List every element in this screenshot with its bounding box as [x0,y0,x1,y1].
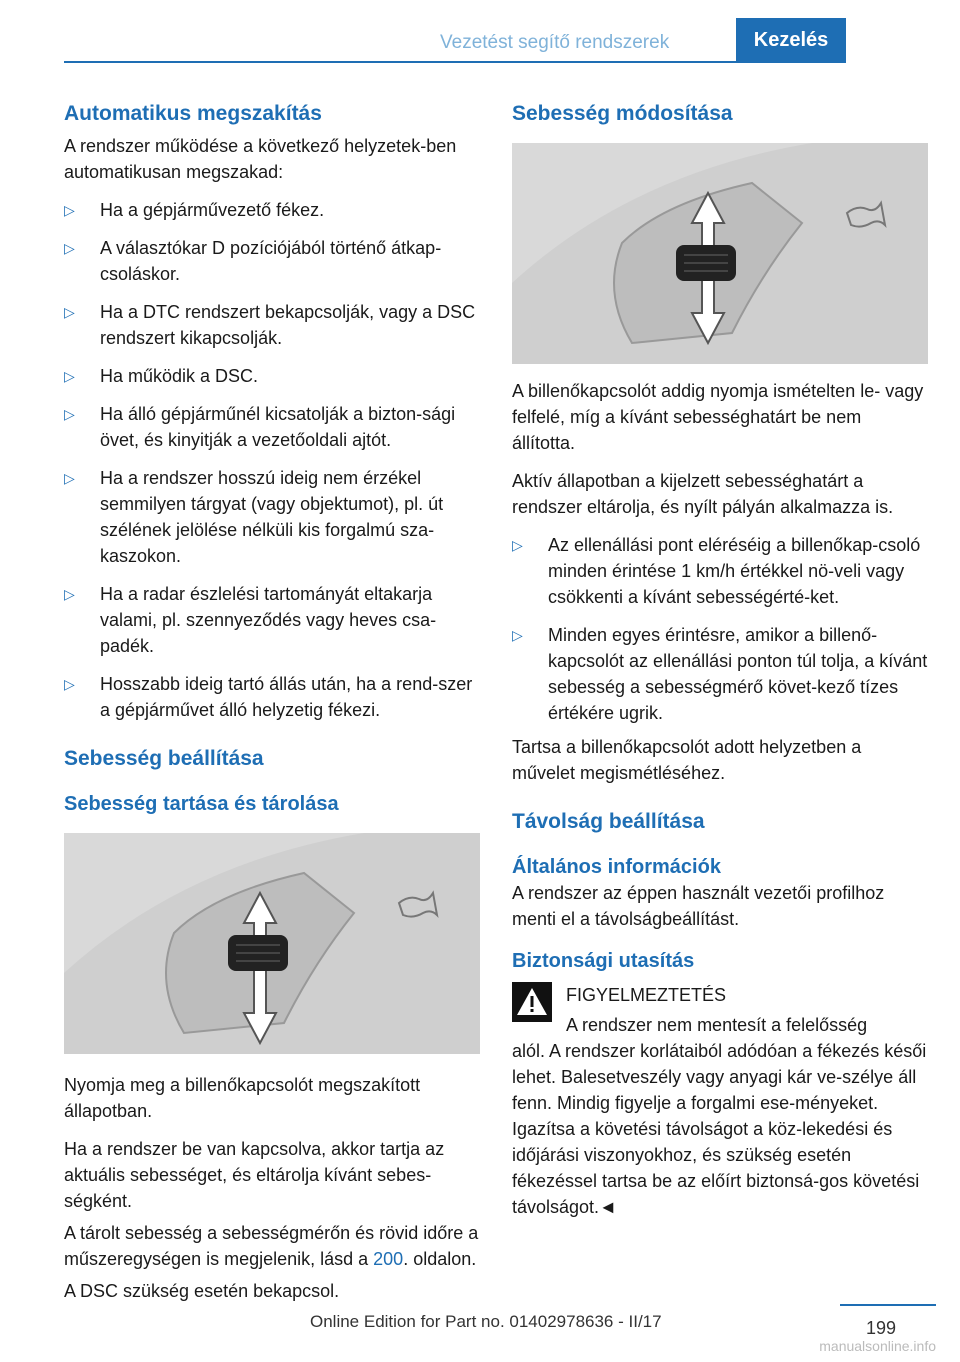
triangle-bullet-icon: ▷ [512,537,523,554]
steering-wheel-rocker-image-2 [512,143,928,364]
warning-box [512,982,928,1038]
heading-speed-setting: Sebesség beállítása [64,747,264,771]
triangle-bullet-icon: ▷ [64,676,75,693]
list-item: ▷ Ha álló gépjárműnél kicsatolják a bizton‐sági övet, és kinyitják a vezetőoldali ajtót. [64,401,480,453]
triangle-bullet-icon: ▷ [512,627,523,644]
header-tab: Kezelés [736,18,846,62]
footer-rule [840,1304,936,1306]
list-item: ▷ Minden egyes érintésre, amikor a billenő‐kapcsolót az ellenállási ponton túl tolja, a kívánt sebesség a sebességmérő követ‐kező tízes értékére ugrik. [512,622,928,726]
stored-speed-text: A tárolt sebesség a sebességmérőn és rövid időre a műszeregységen is megjelenik, lásd a 200. oldalon. [64,1222,479,1269]
page-link[interactable]: 200 [373,1248,404,1269]
heading-speed-keep: Sebesség tartása és tárolása [64,792,339,815]
heading-auto-stop: Automatikus megszakítás [64,102,322,125]
list-item: ▷ Ha működik a DSC. [64,363,480,389]
dsc-text: A DSC szükség esetén bekapcsol. [64,1280,340,1301]
system-on-text: Ha a rendszer be van kapcsolva, akkor tartja az aktuális sebességet, és eltárolja kívánt sebes‐ségként. [64,1138,445,1211]
warning-triangle-icon [512,982,552,1022]
footer-edition: Online Edition for Part no. 01402978636 - II/17 [310,1312,662,1331]
heading-safety: Biztonsági utasítás [512,949,695,972]
heading-general-info: Általános információk [512,855,721,878]
triangle-bullet-icon: ▷ [64,240,75,257]
right-column [512,100,928,1220]
list-item: ▷ Hosszabb ideig tartó állás után, ha a rend‐szer a gépjárművet álló helyzetig fékezi. [64,671,480,723]
auto-stop-intro: A rendszer működése a következő helyzetek‐ben automatikusan megszakad: [64,136,457,183]
list-item: ▷ Ha a DTC rendszert bekapcsolják, vagy a DSC rendszert kikapcsolják. [64,299,480,351]
header-section-title: Vezetést segítő rendszerek [440,32,670,53]
general-info-text: A rendszer az éppen használt vezetői profilhoz menti el a távolságbeállítást. [512,882,885,929]
heading-speed-change: Sebesség módosítása [512,102,733,125]
warning-title: FIGYELMEZTETÉS [566,984,727,1005]
list-item: ▷ Ha a rendszer hosszú ideig nem érzékel semmilyen tárgyat (vagy objektumot), pl. út szélének jelölése nélküli kis forgalmú sza‐kaszokon. [64,465,480,569]
steering-wheel-rocker-image [64,833,480,1054]
page-number: 199 [865,1318,896,1338]
hold-rocker-text: Tartsa a billenőkapcsolót adott helyzetben a művelet megismétléséhez. [512,737,862,784]
watermark: manualsonline.info [819,1338,936,1354]
triangle-bullet-icon: ▷ [64,586,75,603]
triangle-bullet-icon: ▷ [64,202,75,219]
list-item: ▷ Ha a radar észlelési tartományát eltakarja valami, pl. szennyeződés vagy heves csa‐padék. [64,581,480,659]
warning-text: alól. A rendszer korlátaiból adódóan a fékezés késői lehet. Balesetveszély vagy anyagi kár ve‐szélye áll fenn. Mindig figyelje a forgalmi ese‐ményeket. Igazítsa a követési távolságot a köz‐lekedési és időjárási viszonyokhoz, és szükség esetén fékezéssel tartsa be az előírt biztonsá‐gos követési távolságot.◄ [512,1040,927,1217]
triangle-bullet-icon: ▷ [64,368,75,385]
auto-stop-list [64,197,480,723]
warning-lead: A rendszer nem mentesít a felelősség [566,1014,868,1035]
header-rule [64,61,846,63]
list-item: ▷ A választókar D pozíciójából történő átkap‐csoláskor. [64,235,480,287]
press-rocker-text: Nyomja meg a billenőkapcsolót megszakított állapotban. [64,1074,421,1121]
active-state-text: Aktív állapotban a kijelzett sebességhatárt a rendszer eltárolja, és nyílt pályán alkalmazza is. [512,471,894,518]
triangle-bullet-icon: ▷ [64,304,75,321]
rocker-repeat-text: A billenőkapcsolót addig nyomja ismételten le- vagy felfelé, míg a kívánt sebességhatárt be nem állította. [512,381,924,454]
left-column [64,100,480,1304]
list-item: ▷ Az ellenállási pont eléréséig a billenőkap‐csoló minden érintése 1 km/h értékkel nö‐veli vagy csökkenti a kívánt sebességérté‐ket. [512,532,928,610]
list-item: ▷ Ha a gépjárművezető fékez. [64,197,480,223]
triangle-bullet-icon: ▷ [64,470,75,487]
heading-distance-setting: Távolság beállítása [512,810,705,834]
rocker-behaviour-list [512,532,928,726]
triangle-bullet-icon: ▷ [64,406,75,423]
